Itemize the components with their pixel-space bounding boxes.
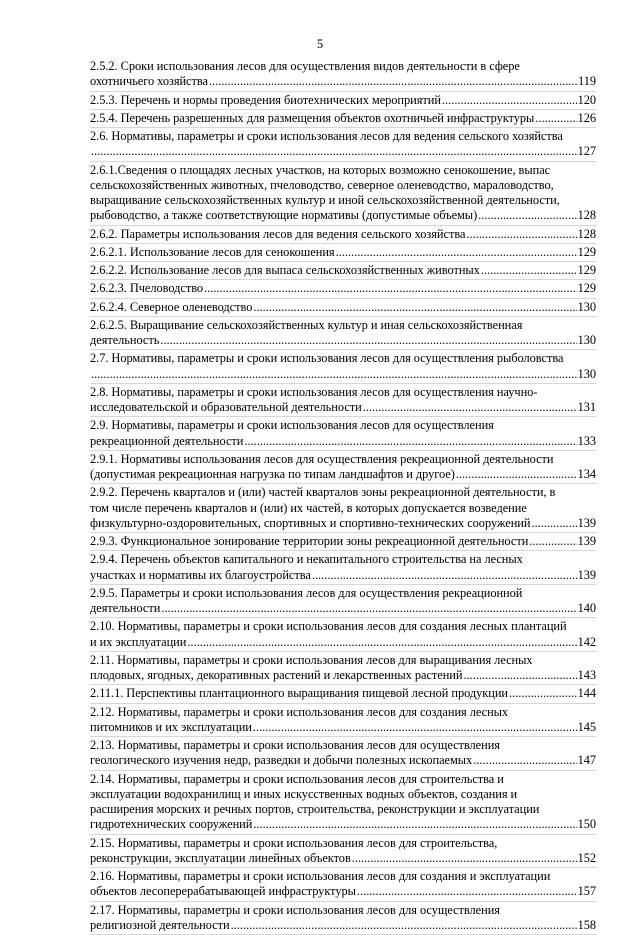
dot-leader [253,300,576,315]
toc-page-number: 158 [578,918,596,933]
toc-entry-title-line: 2.17. Нормативы, параметры и сроки использования лесов для осуществления [90,903,500,918]
toc-entry-title-line: выращивание сельскохозяйственных культур и иной сельскохозяйственной деятельности, [90,193,560,208]
toc-entry-title-line: питомников и их эксплуатации [90,720,252,735]
toc-entry[interactable] [90,585,596,619]
toc-entry-title-line: рыбоводство, а также соответствующие нормативы (допустимые объемы) [90,208,477,223]
toc-entry[interactable] [90,299,596,317]
dot-leader [336,245,577,260]
toc-entry-title-line: эксплуатации водохранилищ и иных искусственных водных объектов, создания и [90,787,517,802]
toc-page-number: 133 [578,434,596,449]
dot-leader [161,601,576,616]
toc-entry[interactable] [90,384,596,418]
dot-leader [473,753,576,768]
dot-leader [91,367,577,382]
toc-entry[interactable] [90,771,596,835]
toc-entry-title-line: реконструкции, эксплуатации линейных объектов [90,851,351,866]
dot-leader [509,686,577,701]
toc-entry-title-line: 2.8. Нормативы, параметры и сроки использования лесов для осуществления научно- [90,385,537,400]
toc-entry[interactable] [90,58,596,92]
toc-entry-title-line: рекреационной деятельности [90,434,243,449]
toc-entry[interactable] [90,280,596,298]
table-of-contents [90,58,596,935]
toc-page-number: 129 [578,263,596,278]
toc-page-number: 120 [578,93,596,108]
toc-entry-title-line: 2.12. Нормативы, параметры и сроки использования лесов для создания лесных [90,705,508,720]
toc-page-number: 139 [578,534,596,549]
dot-leader [209,74,577,89]
toc-entry[interactable] [90,902,596,935]
toc-page-number: 130 [578,300,596,315]
toc-entry-title-line: 2.9.4. Перечень объектов капитального и некапитального строительства на лесных [90,552,523,567]
toc-entry-title-line: 2.16. Нормативы, параметры и сроки использования лесов для создания и эксплуатации [90,869,550,884]
dot-leader [535,111,576,126]
toc-entry-title-line: религиозной деятельности [90,918,230,933]
toc-page-number: 157 [578,884,596,899]
toc-entry-title-line: 2.13. Нормативы, параметры и сроки использования лесов для осуществления [90,738,500,753]
toc-entry-title-line: 2.5.2. Сроки использования лесов для осуществления видов деятельности в сфере [90,59,520,74]
toc-entry[interactable] [90,533,596,551]
toc-entry[interactable] [90,226,596,244]
dot-leader [253,817,576,832]
dot-leader [529,534,576,549]
dot-leader [312,568,577,583]
toc-entry-title-line: 2.6.1.Сведения о площадях лесных участков, на которых возможно сенокошение, выпас [90,163,550,178]
toc-entry[interactable] [90,317,596,351]
toc-entry[interactable] [90,350,596,384]
dot-leader [531,516,576,531]
toc-page-number: 134 [578,467,596,482]
toc-entry-title-line: 2.6.2.1. Использование лесов для сенокошения [90,245,335,260]
toc-page-number: 126 [578,111,596,126]
toc-entry-title-line: исследовательской и образовательной деятельности [90,400,362,415]
toc-page-number: 142 [578,635,596,650]
toc-page-number: 143 [578,668,596,683]
toc-entry-title-line: геологического изучения недр, разведки и добычи полезных ископаемых [90,753,472,768]
dot-leader [352,851,577,866]
dot-leader [160,333,576,348]
toc-page-number: 130 [578,333,596,348]
toc-page-number: 129 [578,245,596,260]
toc-entry-title-line: охотничьего хозяйства [90,74,208,89]
dot-leader [357,884,577,899]
toc-entry[interactable] [90,737,596,771]
toc-entry-title-line: 2.6.2.4. Северное оленеводство [90,300,252,315]
toc-entry-title-line: 2.14. Нормативы, параметры и сроки использования лесов для строительства и [90,772,504,787]
toc-entry-title-line: 2.11. Нормативы, параметры и сроки использования лесов для выращивания лесных [90,653,533,668]
toc-entry-title-line: деятельности [90,601,160,616]
toc-page-number: 139 [578,568,596,583]
toc-page-number: 139 [578,516,596,531]
toc-entry-title-line: сельскохозяйственных животных, пчеловодство, северное оленеводство, мараловодство, [90,178,554,193]
dot-leader [463,668,576,683]
toc-entry[interactable] [90,110,596,128]
dot-leader [481,263,577,278]
toc-entry-title-line: 2.9. Нормативы, параметры и сроки использования лесов для осуществления [90,418,494,433]
dot-leader [478,208,576,223]
toc-entry[interactable] [90,618,596,652]
toc-entry-title-line: 2.7. Нормативы, параметры и сроки использования лесов для осуществления рыболовства [90,351,563,366]
page-number: 5 [0,37,640,52]
toc-page-number: 130 [578,367,596,382]
toc-entry[interactable] [90,262,596,280]
toc-page-number: 145 [578,720,596,735]
toc-entry-title-line: 2.6.2.5. Выращивание сельскохозяйственных культур и иная сельскохозяйственная [90,318,522,333]
dot-leader [91,144,577,159]
toc-entry[interactable] [90,162,596,226]
toc-page-number: 140 [578,601,596,616]
dot-leader [363,400,577,415]
dot-leader [253,720,577,735]
toc-entry-title-line: 2.15. Нормативы, параметры и сроки использования лесов для строительства, [90,836,497,851]
toc-page-number: 119 [578,74,596,89]
toc-entry-title-line: 2.6.2.3. Пчеловодство [90,281,203,296]
toc-entry[interactable] [90,704,596,738]
toc-entry[interactable] [90,484,596,533]
dot-leader [187,635,576,650]
toc-entry-title-line: 2.5.4. Перечень разрешенных для размещения объектов охотничьей инфраструктуры [90,111,534,126]
toc-entry[interactable] [90,652,596,686]
toc-entry-title-line: 2.6. Нормативы, параметры и сроки использования лесов для ведения сельского хозяйства [90,129,563,144]
toc-entry[interactable] [90,451,596,485]
dot-leader [244,434,576,449]
toc-page-number: 128 [578,227,596,242]
toc-entry[interactable] [90,685,596,703]
toc-entry[interactable] [90,868,596,902]
toc-entry-title-line: 2.6.2.2. Использование лесов для выпаса сельскохозяйственных животных [90,263,480,278]
toc-entry[interactable] [90,551,596,585]
toc-entry[interactable] [90,244,596,262]
toc-entry-title-line: расширения морских и речных портов, строительства, реконструкции и эксплуатации [90,802,539,817]
toc-entry-title-line: гидротехнических сооружений [90,817,252,832]
toc-page-number: 127 [578,144,596,159]
toc-page-number: 152 [578,851,596,866]
dot-leader [204,281,577,296]
toc-entry-title-line: 2.9.2. Перечень кварталов и (или) частей кварталов зоны рекреационной деятельности, в [90,485,555,500]
toc-entry-title-line: объектов лесоперерабатывающей инфраструктуры [90,884,356,899]
toc-entry-title-line: 2.10. Нормативы, параметры и сроки использования лесов для создания лесных плантаций [90,619,567,634]
toc-entry-title-line: физкультурно-оздоровительных, спортивных и спортивно-технических сооружений [90,516,530,531]
toc-page-number: 147 [578,753,596,768]
toc-entry-title-line: том числе перечень кварталов и (или) их частей, в которых допускается возведение [90,501,527,516]
toc-entry-title-line: 2.9.3. Функциональное зонирование территории зоны рекреационной деятельности [90,534,528,549]
dot-leader [466,227,576,242]
toc-entry-title-line: 2.9.1. Нормативы использования лесов для осуществления рекреационной деятельности [90,452,554,467]
toc-entry[interactable] [90,417,596,451]
toc-entry-title-line: и их эксплуатации [90,635,186,650]
toc-page-number: 150 [578,817,596,832]
toc-page-number: 128 [578,208,596,223]
toc-entry-title-line: (допустимая рекреационная нагрузка по типам ландшафтов и другое) [90,467,455,482]
toc-entry-title-line: деятельность [90,333,159,348]
toc-entry-title-line: плодовых, ягодных, декоративных растений и лекарственных растений [90,668,462,683]
toc-page-number: 144 [578,686,596,701]
toc-page-number: 129 [578,281,596,296]
toc-entry[interactable] [90,835,596,869]
dot-leader [231,918,577,933]
toc-entry-title-line: 2.9.5. Параметры и сроки использования лесов для осуществления рекреационной [90,586,522,601]
toc-entry-title-line: 2.6.2. Параметры использования лесов для ведения сельского хозяйства [90,227,465,242]
toc-entry-title-line: участках и нормативы их благоустройства [90,568,311,583]
toc-entry-title-line: 2.11.1. Перспективы плантационного выращивания пищевой лесной продукции [90,686,508,701]
dot-leader [456,467,577,482]
dot-leader [442,93,577,108]
toc-page-number: 131 [578,400,596,415]
toc-entry-title-line: 2.5.3. Перечень и нормы проведения биотехнических мероприятий [90,93,441,108]
toc-entry[interactable] [90,92,596,110]
toc-entry[interactable] [90,128,596,162]
